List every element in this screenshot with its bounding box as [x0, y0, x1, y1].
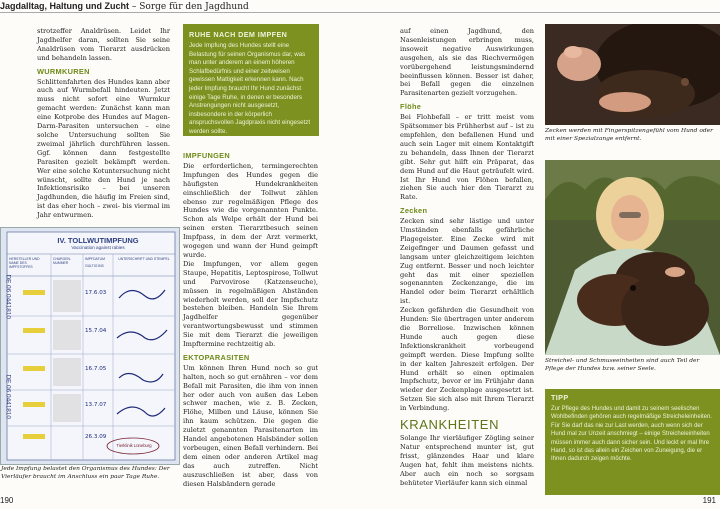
paragraph: auf einen Jagdhund, den Nasenleistungen erbringen muss, insoweit negative Auswirkungen ausgehen, als sie das Riechvermögen vorübergehend leistungsmindernd beeinflussen können. Besser ist daher, bei Befall gegen die einzelnen Parasitenarten gezielt vorzugehen.: [400, 27, 534, 98]
passport-header: GÜLTIG BIS: [85, 264, 104, 268]
paragraph: Zecken sind sehr lästige und unter Umständen ebenfalls gefährliche Plagegeister. Eine Zecke wird mit Zeigefinger und Daumen gefasst und langsam unter gleichzeitigem leichten Zug entfernt. Besser und noch leichter geht das mit einer speziellen sogenannten Zeckenzange, die im Handel oder beim Tierarzt erhältlich ist.: [400, 217, 534, 306]
paragraph: strotzeffer Analdrüsen. Leidet Ihr Jagdhelfer daran, sollten Sie seine Analdrüsen vom Tierarzt ausdrücken und behandeln lassen.: [37, 27, 170, 62]
section-title: Sorge für den Jagdhund: [139, 2, 249, 12]
paragraph: Schlittenfahrten des Hundes kann aber auch auf Wurmbefall hindeuten. Jetzt muss nicht sofort eine Wurmkur gemacht werden: Zunächst kann man eine Kotprobe des Hundes auf Magen-Darm-Parasiten untersuchen – eine solche Untersuchung sollten Sie zweimal jährlich durchführen lassen. Ggf. können dann festgestellte Parasiten gezielt bekämpft werden. Wer eine solche Kotuntersuchung nicht wünscht, sollte den Hund je nach Infektionsrisiko – bei unseren Jagdhunden, die häufig im Freien sind, ist das eher hoch – zwei- bis viermal im Jahr entwurmen.: [37, 77, 170, 220]
passport-header: CHARGEN-NUMMER: [53, 257, 72, 265]
paragraph: Die erforderlichen, termingerechten Impfungen des Hundes gegen die häufigsten Hundekrankheiten einschließlich der Tollwut zählen ebenso zur regelmäßigen Pflege des Hundes wie die vorgenannten Punkte. Schon als Welpe erhält der Hund bei seinen ersten Tierarztbesuch seinen Impfpass, in dem der Arzt vermerkt, wogegen und wann der Hund geimpft wurde.: [183, 161, 318, 259]
vaccination-date: 16.7.05: [85, 366, 107, 372]
clinic-stamp: Tierklinik Lüneburg: [116, 443, 152, 448]
caption-tick-removal: Zecken werden mit Fingerspitzengefühl vom Hund oder mit einer Spezialzange entfernt.: [545, 128, 713, 142]
vaccination-date: 13.7.07: [85, 402, 107, 408]
vaccination-date: 15.7.04: [85, 328, 107, 334]
photo-petting-dog: [545, 160, 720, 355]
info-box-text: Jede Impfung des Hundes stellt eine Belastung für seinen Organismus dar, was man unter anderem an einem höheren Schlafbedürfnis und einer zeitweisen gewissen Mattigkeit erkennen kann. Nach jeder Impfung braucht Ihr Hund zunächst einige Tage Ruhe, in denen er besonders Anstrengungen nicht ausgesetzt, insbesondere in der körperlich anspruchsvollen Jagdpraxis nicht eingesetzt werden sollte.: [189, 42, 311, 135]
tipp-box: [545, 389, 720, 495]
wurmkuren-heading: WURMKUREN: [37, 66, 90, 76]
impfungen-heading: IMPFUNGEN: [183, 151, 231, 160]
tipp-text: Zur Pflege des Hundes und damit zu seinem seelischen Wohlbefinden gehören auch regelmäßige Streicheleinheiten. Für Sie darf das nie zur Last werden, auch wenn sich der Hund mal zur Unzeit anschmiegt – einige Streicheleinheiten müssen immer auch dann sicher sein. Und leckt er mal Ihre Hand, so ist das allein ein Zeichen von Zuneigung, die er Ihnen dadurch zeigen möchte.: [551, 406, 712, 463]
floehe-heading: Flöhe: [400, 102, 422, 112]
header-rule: [0, 12, 720, 13]
passport-subtitle: Vaccination against rabies: [71, 245, 125, 250]
photo-tick-removal: [545, 24, 720, 125]
paragraph: Solange Ihr vierläufiger Zögling seiner Natur entsprechend munter ist, gut frisst, glänzendes Haar und klare Augen hat, fehlt ihm meistens nichts. Aber auch ein noch so sorgsam behüteter Vierläufer kann sich einmal: [400, 433, 534, 487]
vaccination-passport-image: [0, 227, 180, 465]
krankheiten-heading: KRANKHEITEN: [400, 417, 500, 433]
column-2-text: [183, 152, 318, 489]
tipp-title: TIPP: [551, 393, 569, 402]
ektoparasiten-heading: EKTOPARASITEN: [183, 352, 250, 362]
passport-id-label: DE 06 0441810: [4, 374, 12, 419]
paragraph: Um können Ihren Hund noch so gut halten, noch so gut ernähren – vor dem Befall mit Parasiten, die ihm von innen her oder auch von außen das Leben schwer machen, wie z. B. Zecken, Flöhe, Milben und Läuse, können Sie ihn kaum schützen. Die gegen die zuletzt genannten Parasitenarten im Handel angebotenen Halsbänder sollen vorbeugen, einen Befall verhindern. Bei dem einen oder anderen Artikel mag das auch zutreffen. Nicht auszuschließen ist aber, dass von diesen Halsbändern gerade: [183, 363, 318, 488]
info-box-rest-after-vaccination: [183, 24, 319, 136]
passport-title: IV. TOLLWUTIMPFUNG: [57, 236, 139, 245]
paragraph: Bei Flohbefall – er tritt meist vom Spätsommer bis Frühherbst auf – ist zu empfehlen, den befallenen Hund und auch sein Lager mit einem Kontaktgift zu behandeln, dass Ihnen der Tierarzt gibt. Sehr gut hilft ein Präparat, das dem Hund auf die Haut geträufelt wird. Ist Ihr Hund von Flöhen befallen, ziehen Sie auch hier den Tierarzt zu Rate.: [400, 113, 534, 202]
caption-vaccination: Jede Impfung belastet den Organismus des Hundes: Der Vierläufer braucht im Anschluss ein paar Tage Ruhe.: [1, 466, 170, 480]
vaccination-date: 17.6.03: [85, 290, 107, 296]
running-header: [0, 1, 249, 12]
paragraph: Die Impfungen, vor allem gegen Staupe, Hepatitis, Leptospirose, Tollwut und Parvovirose (Katzenseuche), müssen in regelmäßigen Abständen wiederholt werden, soll der Impfschutz bestehen bleiben. Handeln Sie Ihrem Jagdhelfer gegenüber verantwortungsbewusst und stimmen Sie mit dem Tierarzt die jeweiligen Impftermine rechtzeitig ab.: [183, 259, 318, 349]
passport-header: UNTERSCHRIFT UND STEMPEL: [118, 257, 170, 261]
column-1-text: [37, 27, 170, 220]
zecken-heading: Zecken: [400, 206, 428, 216]
passport-id-label: DE 06 0441810: [4, 274, 12, 319]
passport-header: HERSTELLER UND NAME DES IMPFSTOFFES: [9, 257, 40, 269]
page-number-left: 190: [0, 496, 14, 505]
page-number-right: 191: [702, 496, 716, 505]
chapter-title: Jagdalltag, Haltung und Zucht: [0, 1, 129, 11]
info-box-title: RUHE NACH DEM IMPFEN: [189, 30, 288, 39]
caption-petting-dog: Streichel- und Schmuseeinheiten sind auch Teil der Pflege der Hundes bzw. seiner Seele.: [545, 358, 700, 372]
column-3-text: [400, 27, 534, 487]
paragraph: Zecken gefährden die Gesundheit von Hunden: Sie übertragen unter anderem die Borreliose. Inzwischen können Hunde auch gegen diese Infektionskrankheit vorbeugend geimpft werden. Diese Impfung sollte in der kalten Jahreszeit erfolgen. Der Hund erhält so einen optimalen Impfschutz, bevor er im Frühjahr dann wieder der Zeckenplage ausgesetzt ist. Setzen Sie sich also mit Ihrem Tierarzt in Verbindung.: [400, 306, 534, 413]
passport-header: IMPFDATUM: [85, 257, 105, 261]
vaccination-date: 26.3.09: [85, 434, 107, 440]
header-separator: –: [131, 2, 137, 12]
